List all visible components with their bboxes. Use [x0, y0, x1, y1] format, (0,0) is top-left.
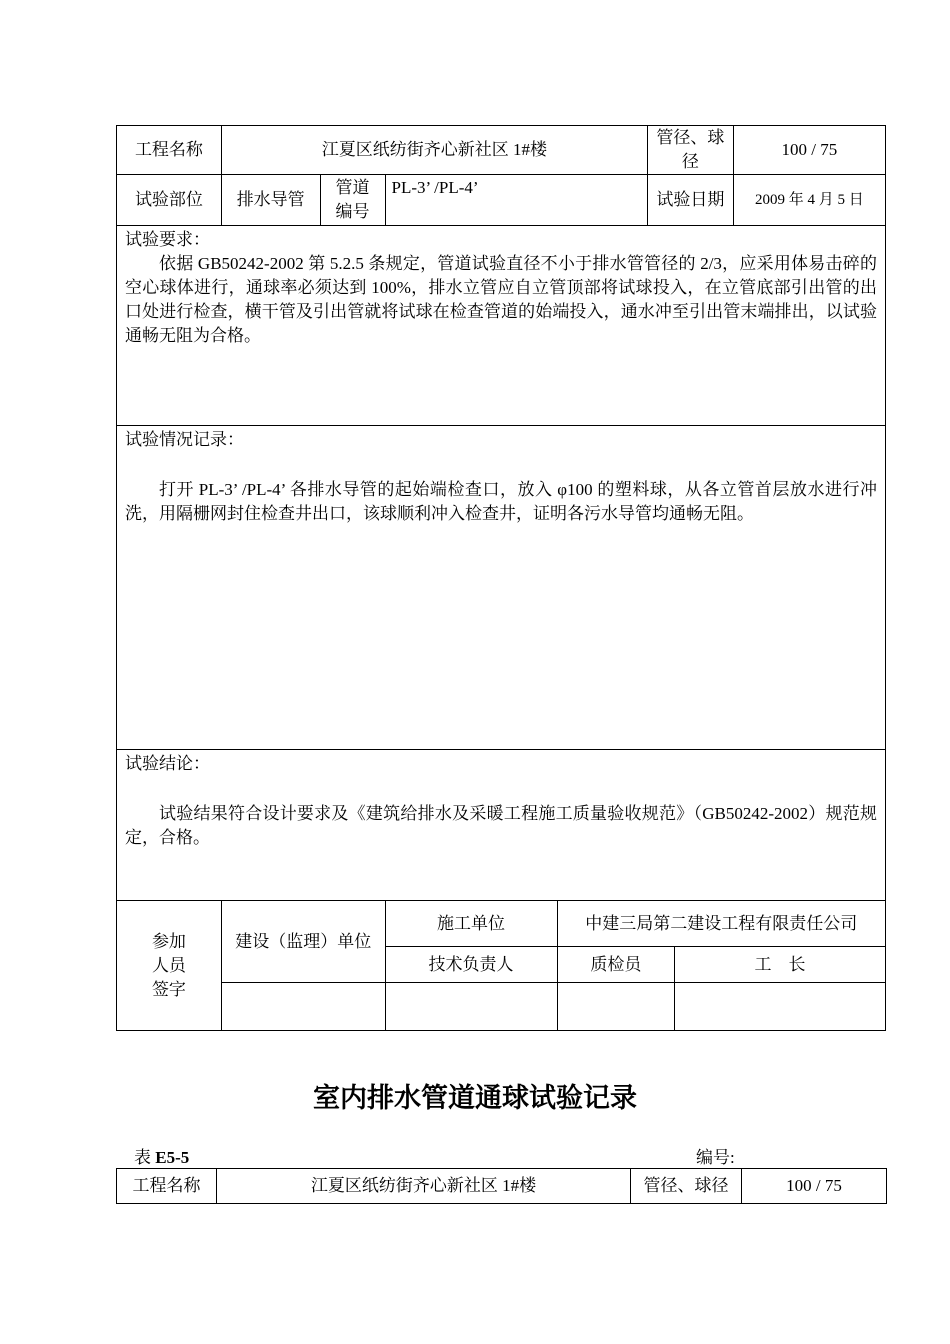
project-name-label-2: 工程名称	[117, 1169, 217, 1204]
serial-number-label: 编号:	[696, 1148, 735, 1167]
inspector-label: 质检员	[557, 947, 675, 983]
record-label: 试验情况记录：	[125, 430, 244, 449]
foreman-label: 工 长	[675, 947, 886, 983]
conclusion-label: 试验结论：	[125, 754, 210, 773]
record-cell	[117, 426, 886, 750]
sign-label-line2: 人员	[151, 955, 186, 975]
contractor-label: 施工单位	[385, 901, 557, 947]
pipe-number-label	[320, 175, 385, 226]
tech-lead-label: 技术负责人	[385, 947, 557, 983]
sign-label-line1: 参加	[151, 931, 186, 951]
sign-label-line3: 签字	[151, 979, 186, 999]
owner-label: 建设（监理）单位	[221, 901, 385, 983]
test-part-value: 排水导管	[221, 175, 320, 226]
pipe-number-value: PL-3’ /PL-4’	[385, 175, 647, 226]
tech-lead-signature	[385, 983, 557, 1031]
project-name-value: 江夏区纸纺街齐心新社区 1#楼	[221, 126, 647, 175]
diameter-label-2: 管径、球径	[631, 1169, 742, 1204]
sign-label	[117, 901, 222, 1031]
requirement-cell	[117, 226, 886, 426]
form-number	[134, 1143, 189, 1168]
diameter-value: 100 / 75	[733, 126, 885, 175]
test-date-value: 2009 年 4 月 5 日	[733, 175, 885, 226]
requirement-text: 依据 GB50242-2002 第 5.2.5 条规定，管道试验直径不小于排水管管径的 2/3，应采用体易击碎的空心球体进行，通球率必须达到 100%，排水立管应自立管顶部将试球投入，在立管底部引出管的出口处进行检查，横干管及引出管就将试球在检查管道的始端投入，通水冲至引出管末端排出，以试验通畅无阻为合格。	[125, 254, 877, 345]
requirement-label: 试验要求：	[125, 230, 210, 249]
page-title: 室内排水管道通球试验记录	[313, 1083, 637, 1114]
project-name-label: 工程名称	[117, 126, 222, 175]
foreman-signature	[675, 983, 886, 1031]
record-text: 打开 PL-3’ /PL-4’ 各排水导管的起始端检查口，放入 φ100 的塑料球，从各立管首层放水进行冲洗，用隔栅网封住检查井出口，该球顺利冲入检查井，证明各污水导管均通畅无阻。	[125, 480, 877, 523]
test-record-table	[116, 125, 886, 1031]
test-date-label: 试验日期	[647, 175, 733, 226]
form-number-code: E5-5	[155, 1148, 190, 1167]
conclusion-text: 试验结果符合设计要求及《建筑给排水及采暖工程施工质量验收规范》（GB50242-2002）规范规定，合格。	[125, 804, 877, 847]
test-part-label: 试验部位	[117, 175, 222, 226]
contractor-name: 中建三局第二建设工程有限责任公司	[557, 901, 885, 947]
project-name-value-2: 江夏区纸纺街齐心新社区 1#楼	[217, 1169, 631, 1204]
pipe-number-label-line1: 管道	[335, 178, 370, 197]
second-record-table	[116, 1168, 887, 1204]
owner-signature	[221, 983, 385, 1031]
diameter-value-2: 100 / 75	[742, 1169, 887, 1204]
diameter-label: 管径、球径	[647, 126, 733, 175]
form-number-prefix: 表	[134, 1148, 156, 1167]
conclusion-cell	[117, 750, 886, 901]
pipe-number-label-line2: 编号	[335, 202, 370, 221]
inspector-signature	[557, 983, 675, 1031]
